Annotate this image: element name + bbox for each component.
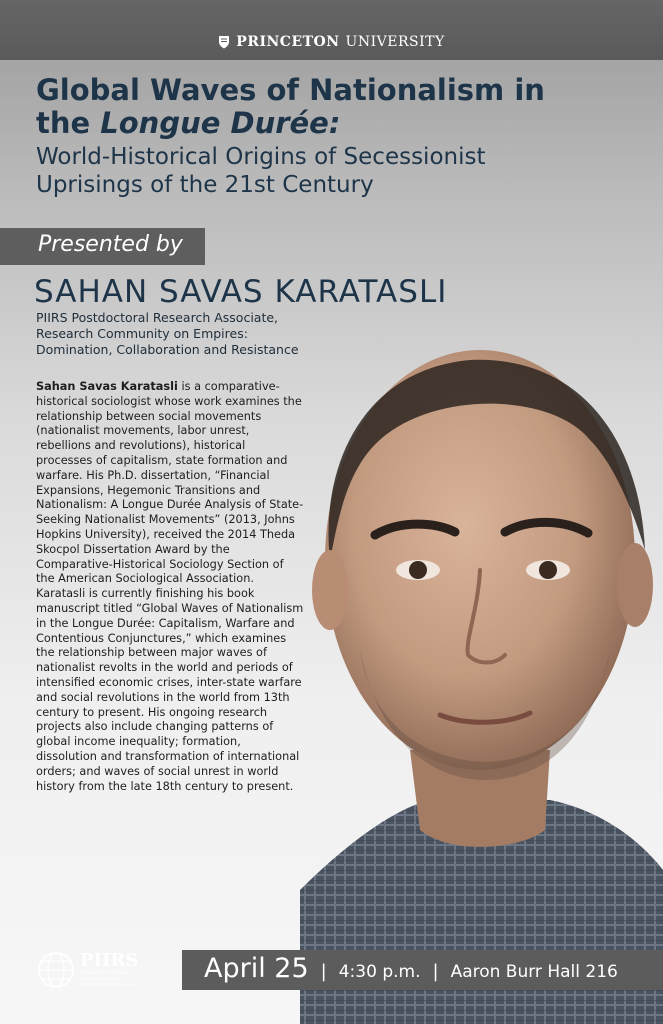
event-location: Aaron Burr Hall 216 xyxy=(450,962,618,982)
globe-icon xyxy=(36,950,76,990)
subtitle-line-1: World-Historical Origins of Secessionist xyxy=(36,144,486,170)
header-bar xyxy=(0,0,663,60)
title-line-1: Global Waves of Nationalism in xyxy=(36,73,545,107)
speaker-affiliation xyxy=(36,310,356,358)
presented-by-label: Presented by xyxy=(38,232,183,257)
affiliation-line-2: Research Community on Empires: xyxy=(36,326,248,341)
piirs-sub-1: Princeton Institute xyxy=(80,970,128,976)
shield-icon xyxy=(218,35,230,49)
piirs-name: PIIRS xyxy=(80,950,139,971)
title-italic: Longue Durée: xyxy=(100,106,341,140)
bio-text: is a comparative-historical sociologist whose work examines the relationship between social movements (nationalist movements, labor unrest, rebellions and revolutions), historical processes of capitalism, state formation and warfare. His Ph.D. dissertation, “Financial Expansions, Hegemonic Transitions and Nationalism: A Longue Durée Analysis of State-Seeking Nationalist Movements” (2013, Johns Hopkins University), received the 2014 Theda Skocpol Dissertation Award by the Comparative-Historical Sociology Section of the American Sociological Association. Karatasli is currently finishing his book manuscript titled “Global Waves of Nationalism in the Longue Durée: Capitalism, Warfare and Contentious Conjunctures,” which examines the relationship between major waves of nationalist revolts in the world and periods of intensified economic crises, inter-state warfare and social revolutions in the world from 13th century to present. His ongoing research projects also include changing patterns of global income inequality; formation, dissolution and transformation of international orders; and waves of social unrest in world history from the late 18th century to present. xyxy=(36,380,304,793)
event-title xyxy=(36,74,636,140)
event-date: April 25 xyxy=(204,953,309,984)
bio-name: Sahan Savas Karatasli xyxy=(36,380,178,393)
speaker-name: SAHAN SAVAS KARATASLI xyxy=(34,274,448,310)
title-line-2 xyxy=(36,107,636,140)
separator-2: | xyxy=(432,961,439,982)
university-wordmark xyxy=(0,34,663,50)
piirs-text xyxy=(80,952,138,988)
event-details xyxy=(204,953,663,984)
piirs-logo xyxy=(36,945,156,995)
separator-1: | xyxy=(320,961,327,982)
piirs-sub-3: and Regional Studies xyxy=(80,982,134,988)
university-name-bold: PRINCETON xyxy=(236,34,340,50)
subtitle-line-2: Uprisings of the 21st Century xyxy=(36,172,374,198)
speaker-bio xyxy=(36,380,304,794)
piirs-sub-2: for International xyxy=(80,976,123,982)
event-subtitle xyxy=(36,143,646,199)
event-time: 4:30 p.m. xyxy=(338,962,421,982)
title-prefix: the xyxy=(36,106,101,140)
affiliation-line-1: PIIRS Postdoctoral Research Associate, xyxy=(36,310,279,325)
speaker-portrait xyxy=(300,330,663,1024)
affiliation-line-3: Domination, Collaboration and Resistance xyxy=(36,342,299,357)
university-name-rest: UNIVERSITY xyxy=(345,34,445,50)
